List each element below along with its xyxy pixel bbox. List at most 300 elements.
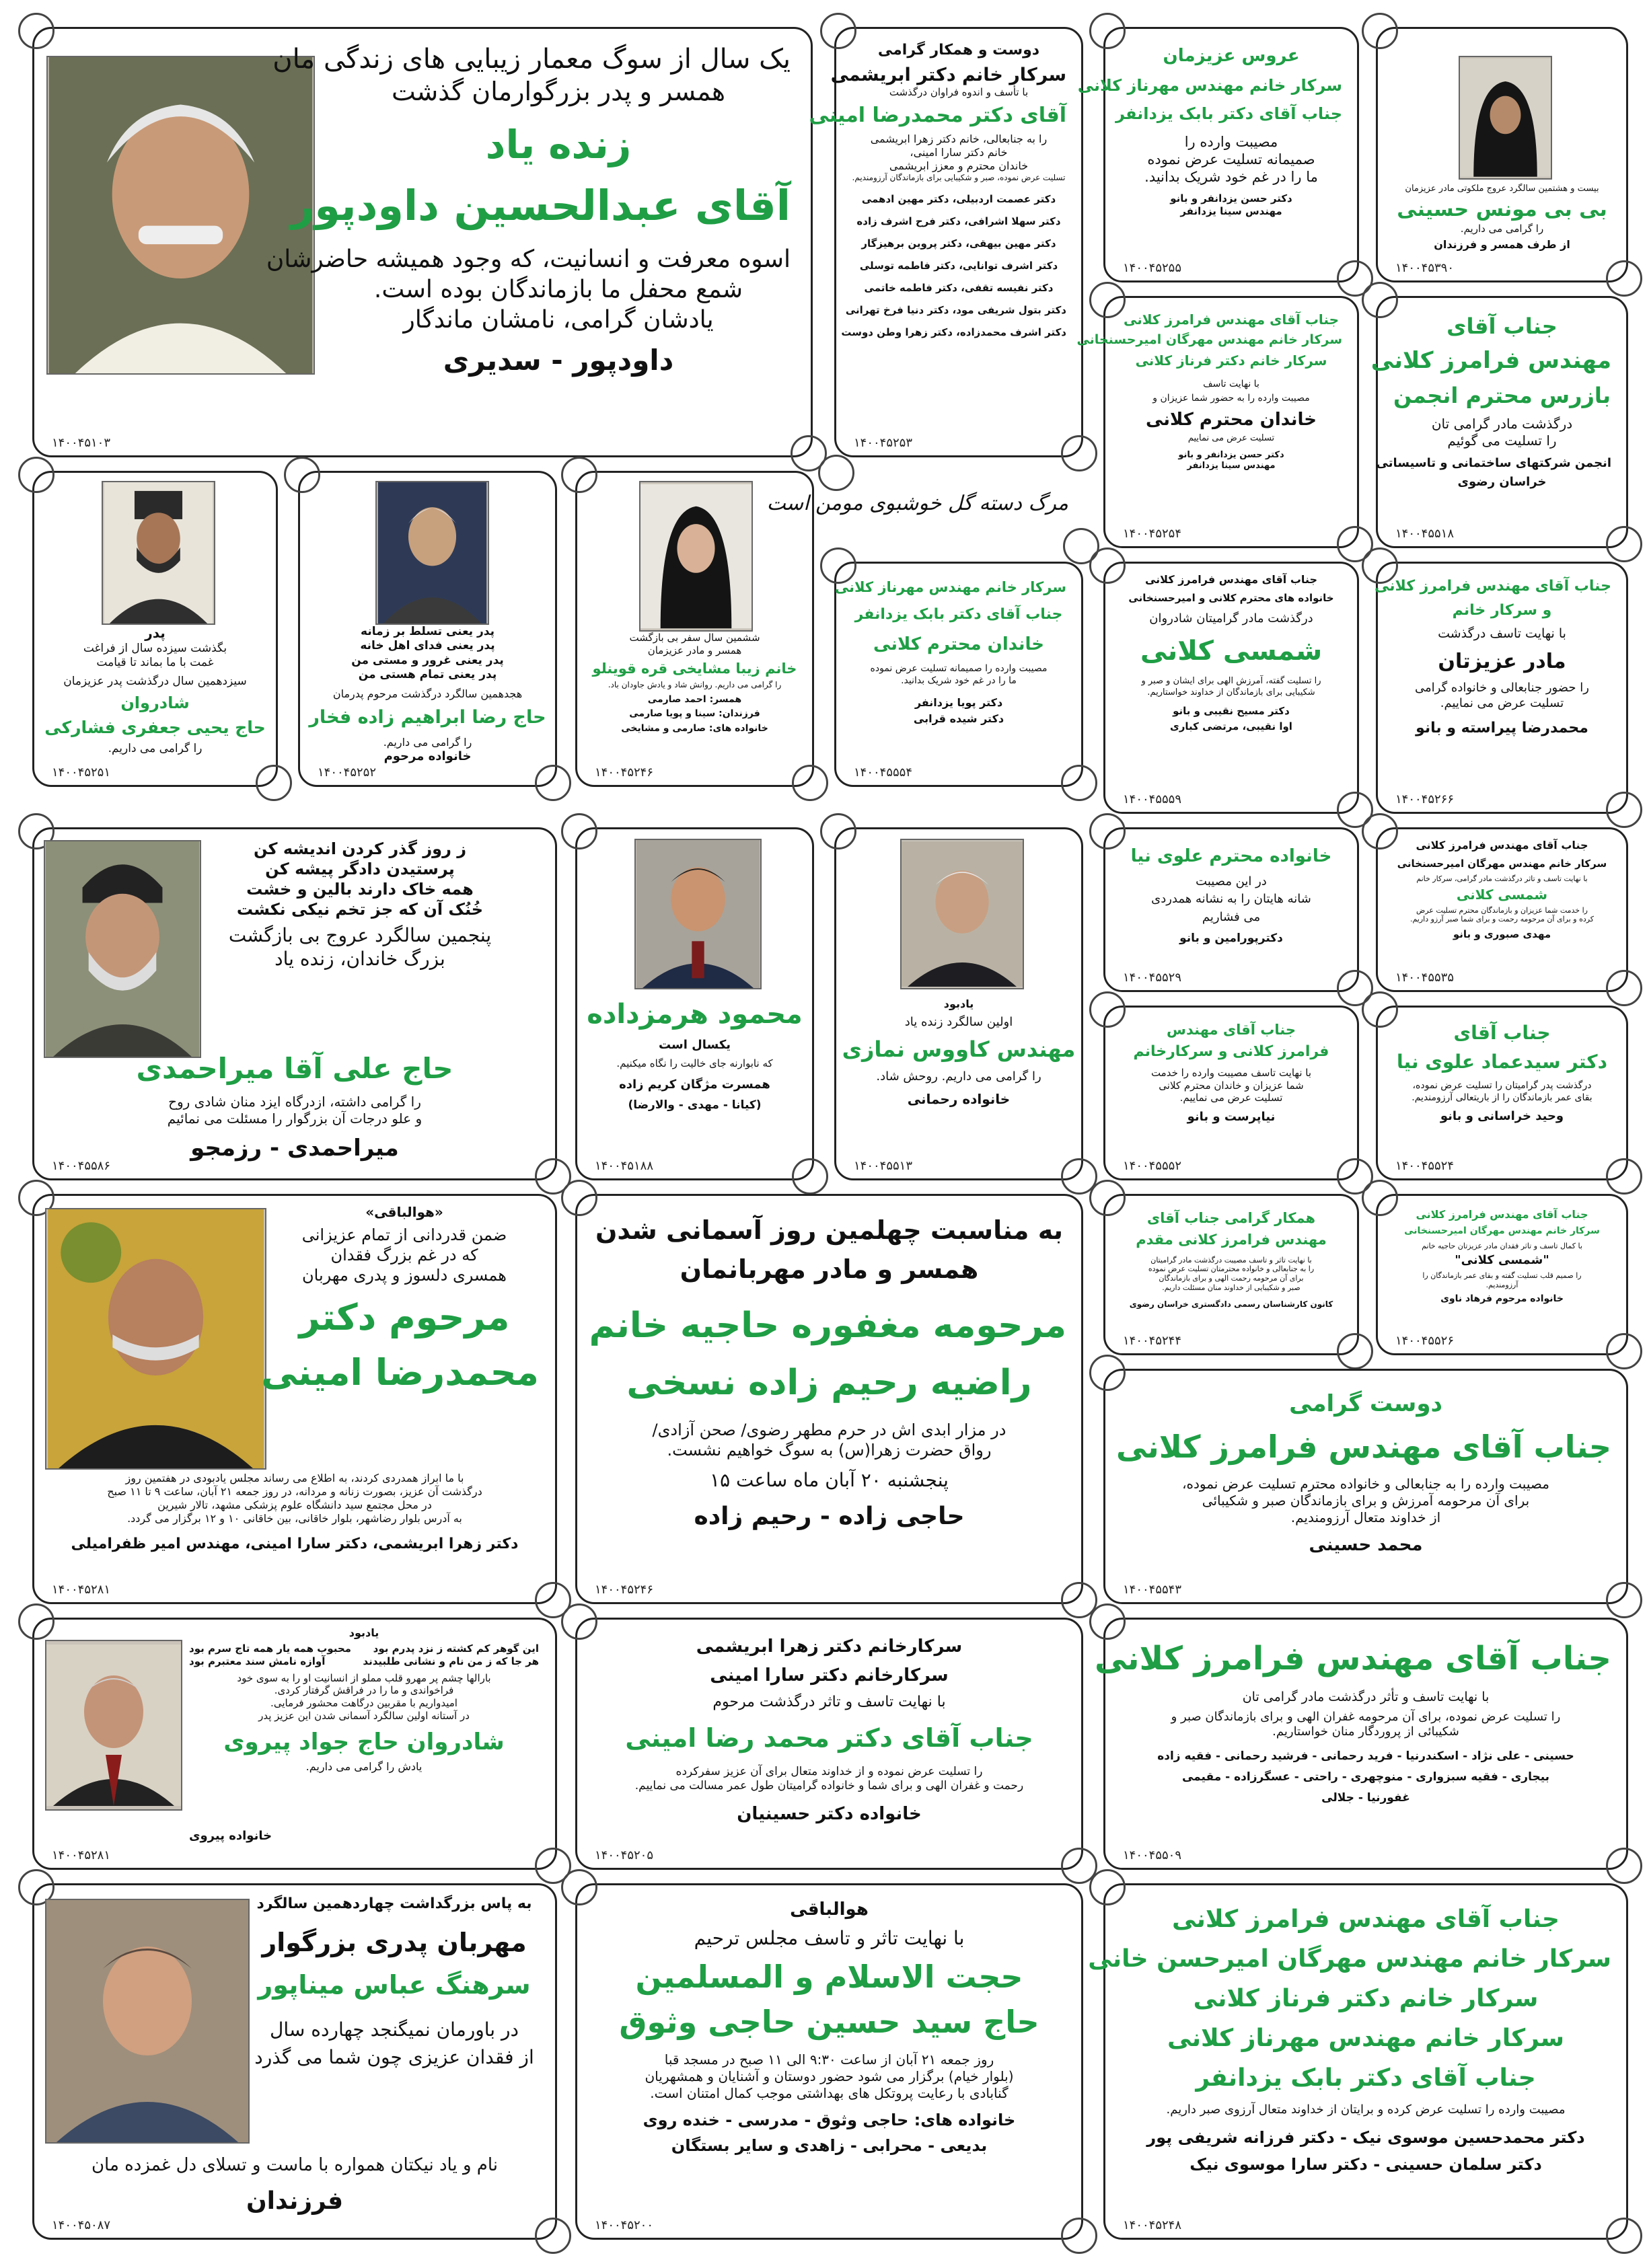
- notice-minapour: [32, 1883, 557, 2240]
- headline: زنده یاد: [485, 121, 632, 167]
- line: جناب آقای مهندس فرامرز کلانی: [1374, 578, 1611, 595]
- line: شادروان: [120, 693, 190, 712]
- line: به مناسبت چهلمین روز آسمانی شدن: [595, 1215, 1064, 1245]
- ad-code: ۱۴۰۰۴۵۲۴۶: [595, 765, 654, 780]
- line: جناب آقای مهندس فرامرز کلانی: [1171, 1905, 1560, 1933]
- line: به پاس بزرگداشت چهاردهمین سالگرد: [256, 1895, 532, 1912]
- portrait-photo: [900, 839, 1024, 989]
- line: همسر و مادر مهربانمان: [680, 1254, 979, 1284]
- portrait-photo: [639, 481, 753, 632]
- line: بازرس محترم انجمن: [1393, 382, 1611, 408]
- ad-code: ۱۴۰۰۴۵۲۰۵: [595, 1848, 654, 1862]
- notice-yazdanfar-2: [1076, 296, 1359, 548]
- signer: دکتر حسن یزدانفر و بانو: [1178, 449, 1284, 460]
- poem-line: ز روز گذر کردن اندیشه کن: [253, 839, 467, 858]
- line: شکیبائی از پروردگار منان خواستاریم.: [1272, 1725, 1459, 1739]
- signer: خراسان رضوی: [1457, 475, 1547, 489]
- notice-namazi: [834, 827, 1083, 1180]
- line: جناب آقای: [1446, 313, 1558, 339]
- line: را گرامی می داریم.: [108, 742, 203, 755]
- line: مهربان پدری بزرگوار: [262, 1927, 527, 1957]
- line: آرزومندیم.: [1486, 1280, 1518, 1289]
- deceased-name: شمسی کلانی: [1140, 636, 1323, 667]
- line: برای آن مرحومه آمرزش و برای بازماندگان صبر و شکیبائی: [1202, 1492, 1530, 1509]
- signer: دکتر اشرف محمدزاده، دکتر زهرا وطن دوست: [841, 326, 1066, 338]
- signer: خانواده های: صارمی و مشایخی: [621, 722, 768, 734]
- headline: حجت الاسلام و المسلمین: [635, 1958, 1023, 1995]
- notice-fakhar: [298, 471, 557, 787]
- line: درگذشت آن عزیز، بصورت زنانه و مردانه، در روز جمعه ۲۱ آبان، ساعت ۹ تا ۱۱ صبح: [107, 1485, 482, 1498]
- line: پدر یعنی تسلط بر زمانه: [361, 625, 494, 638]
- line: را تسلیت عرض نموده، برای آن مرحومه غفران الهی و برای بازماندگان صبر و: [1171, 1709, 1561, 1724]
- signer: میراحمدی - رزمجو: [190, 1134, 399, 1162]
- poem-line: همه خاک دارند بالین و خشت: [246, 880, 474, 899]
- signer: محمد حسینی: [1309, 1535, 1423, 1555]
- notice-hosseinian: [575, 1618, 1083, 1870]
- line: به آدرس بلوار رضاشهر، بلوار خاقانی، بین خاقانی ۱۰ و ۱۲ برگزار می گردد.: [127, 1512, 462, 1525]
- line: مهندس فرامرز کلانی: [1370, 347, 1611, 374]
- ad-code: ۱۴۰۰۴۵۲۴۶: [595, 1583, 654, 1597]
- signer: دکتر اشرف توانایی، دکتر فاطمه توسلی: [859, 259, 1058, 272]
- deceased-name: محمود هرمزداده: [587, 999, 803, 1030]
- notice-sabouri: [1376, 827, 1628, 992]
- line: با نهایت تاسف و تأثر درگذشت مادر گرامی تان: [1242, 1690, 1490, 1704]
- deceased-name: حاج سید حسین حاجی وثوق: [619, 2004, 1039, 2040]
- line: صبر و شکیبایی از خداوند منان مسئلت داریم.: [1162, 1283, 1300, 1292]
- line: شانه هایتان را به نشانه همدردی: [1151, 892, 1311, 906]
- notice-amini: [32, 1194, 557, 1604]
- signer: فرزندان: [246, 2187, 344, 2215]
- line: از خداوند متعال آرزومندیم.: [1290, 1509, 1441, 1525]
- deceased-name: حاج رضا ابراهیم زاده فخار: [309, 707, 546, 728]
- signer: همسرت مژگان کریم زاده: [619, 1078, 770, 1092]
- line: پدر یعنی تمام هستی من: [358, 667, 497, 681]
- line: را صمیم قلب تسلیت گفته و بقای عمر بازماندگان را: [1422, 1271, 1582, 1280]
- line: همکار گرامی جناب آقای: [1146, 1210, 1316, 1226]
- line: یادبود: [943, 997, 974, 1010]
- ad-code: ۱۴۰۰۴۵۵۵۴: [854, 765, 913, 780]
- notice-rahimzadeh: [575, 1194, 1083, 1604]
- line: اولین سالگرد زنده یاد: [904, 1015, 1013, 1029]
- deceased-name: شمسی کلانی: [1456, 886, 1548, 903]
- line: سرکار خانم مهندس مهرگان امیرحسنخانی: [1404, 1225, 1600, 1236]
- line: پدر یعنی غرور و مستی من: [351, 653, 504, 667]
- signer: دکتر مهین بیهقی، دکتر پروین برهیزگار: [861, 237, 1056, 250]
- line: با نهایت تاسف: [1203, 378, 1259, 389]
- line: همسر و مادر عزیزمان: [647, 644, 742, 656]
- line: با کمال تاسف و تاثر فقدان مادر عزیزتان حاجیه خانم: [1422, 1241, 1582, 1250]
- portrait-photo: [1459, 56, 1552, 180]
- line: مصیبت وارده را به جنابعالی و خانواده محترم تسلیت عرض نموده،: [1182, 1476, 1549, 1492]
- deceased-name: خانم زیبا مشایخی قره قوینلو: [592, 660, 797, 677]
- line: بگذشت سیزده سال از فراغت: [83, 642, 227, 655]
- portrait-photo: [45, 1899, 250, 2144]
- signer: خانواده رحمانی: [907, 1091, 1011, 1107]
- signer: دکتر مسیح نقیبی و بانو: [1173, 704, 1290, 717]
- signer: مهدی صبوری و بانو: [1453, 928, 1551, 940]
- line: بارالها چشم پر مهرو قلب مملو از انسانیت او را به سوی خود: [237, 1671, 491, 1684]
- line: سرکار خانم دکتر فرناز کلانی: [1193, 1985, 1539, 2012]
- line: سرکار خانم دکتر فرناز کلانی: [1135, 352, 1327, 369]
- line: دوست گرامی: [1289, 1390, 1442, 1417]
- line: خانواده های محترم کلانی و امیرحسنخانی: [1128, 592, 1334, 604]
- line: جناب آقای مهندس فرامرز کلانی: [1416, 1208, 1588, 1221]
- ad-code: ۱۴۰۰۴۵۲۵۵: [1123, 261, 1182, 275]
- notice-davoudpour: [32, 27, 813, 457]
- line: جناب آقای: [1453, 1022, 1551, 1044]
- line: فراخواندی و ما را در فراقش گرفتار کردی.: [274, 1684, 454, 1697]
- poem-couplet-1: [189, 1642, 539, 1655]
- signer: همسر: احمد صارمی: [647, 693, 742, 705]
- notice-jafari: [32, 471, 278, 787]
- line: خاندان محترم کلانی: [873, 634, 1045, 654]
- signer: دکتر حسن یزدانفر و بانو: [1170, 192, 1292, 205]
- signer: دکتر نفیسه تقفی، دکتر فاطمه خاتمی: [864, 281, 1054, 294]
- notice-calligraphy: [766, 471, 1083, 548]
- ad-code: ۱۴۰۰۴۵۰۸۷: [52, 2218, 111, 2232]
- line: و سرکار خانم: [1452, 601, 1552, 619]
- signer: مهندس سینا یزدانفر: [1180, 205, 1282, 217]
- notice-yazdanfar-1: [1077, 27, 1359, 282]
- line: جناب آقای دکتر بابک یزدانفر: [854, 606, 1063, 623]
- line: درگذشت مادر گرامی تان: [1431, 415, 1573, 432]
- line: برای آن مرحومه رحمت الهی و برای بازماندگان: [1159, 1274, 1304, 1283]
- line: گنابادی با رعایت پروتکل های بهداشتی موجب کمال امتنان است.: [650, 2084, 1009, 2101]
- line: با نهایت تاسف درگذشت: [1438, 626, 1566, 641]
- line: با نهایت تاثر و تاسف مصیبت درگذشت مادر گرامیتان: [1150, 1255, 1312, 1264]
- deceased-name: "شمسی کلانی": [1455, 1253, 1549, 1268]
- line: بزرگ خاندان، زنده یاد: [274, 948, 445, 970]
- deceased-name: راضیه رحیم زاده نسخی: [626, 1363, 1032, 1403]
- line: صمیمانه تسلیت عرض نموده: [1147, 151, 1315, 167]
- line: ما را در غم خود شریک بدانید.: [901, 675, 1017, 686]
- line: می فشاریم: [1202, 909, 1261, 924]
- line: شمع محفل ما بازماندگان بوده است.: [373, 275, 743, 303]
- deceased-name: شادروان حاج جواد پیروی: [223, 1728, 505, 1755]
- deceased-name: سرهنگ عباس میناپور: [258, 1970, 531, 2000]
- line: ما را در غم خود شریک بدانید.: [1144, 169, 1318, 185]
- line: درگذشت پدر گرامیتان را تسلیت عرض نموده،: [1412, 1080, 1592, 1091]
- ad-code: ۱۴۰۰۴۵۲۴۸: [1123, 2218, 1182, 2232]
- line: کرده و برای آن مرحومه رحمت و برای شما صبر آرزو داریم.: [1409, 915, 1595, 924]
- ad-code: ۱۴۰۰۴۵۲۵۳: [854, 436, 913, 450]
- line: که در غم بزرگ فقدان: [330, 1246, 478, 1264]
- ad-code: ۱۴۰۰۴۵۲۶۶: [1395, 792, 1455, 806]
- signer: خانواده پیروی: [189, 1828, 272, 1843]
- line: پدر یعنی فدای اهل خانه: [360, 639, 495, 653]
- signer: حاجی زاده - رحیم زاده: [694, 1503, 965, 1530]
- deceased-name: مهندس کاووس نمازی: [842, 1036, 1076, 1062]
- poem-line: خُنُک آن که جز تخم نیکی نکشت: [236, 900, 484, 919]
- signer: دکتر پویا یزدانفر: [914, 696, 1003, 710]
- line: جناب آقای دکتر بابک یزدانفر: [1196, 2064, 1536, 2092]
- line: هوالباقی: [790, 1899, 869, 1920]
- notice-alavinia: [1376, 1006, 1628, 1180]
- line: اسوه معرفت و انسانیت، که وجود همیشه حاضرشان: [266, 245, 791, 273]
- signer: دکتر بتول شریفی مود، دکتر دنیا فرخ تهرانی: [845, 303, 1066, 316]
- line: با ما ابراز همدردی کردند، به اطلاع می رساند مجلس یادبودی در هفتمین روز: [125, 1472, 464, 1484]
- portrait-photo: [634, 839, 762, 989]
- line: سرکار خانم مهندس مهرناز کلانی: [834, 579, 1066, 595]
- headline: مرحوم دکتر: [299, 1296, 510, 1338]
- deceased-name: جناب آقای دکتر محمد رضا امینی: [625, 1723, 1033, 1753]
- signer: دکتر محمدحسین موسوی نیک - دکتر فرزانه شریفی پور: [1146, 2127, 1585, 2147]
- calligraphy-text: مرگ دسته گل خوشبوی مومن است: [766, 492, 1068, 515]
- line: شما عزیزان و خاندان محترم کلانی: [1159, 1079, 1304, 1092]
- line: سیزدهمین سال درگذشت پدر عزیزمان: [63, 674, 247, 688]
- ad-code: ۱۴۰۰۴۵۵۱۸: [1395, 527, 1455, 541]
- line: بیست و هشتمین سالگرد عروج ملکوتی مادر عزیزمان: [1405, 184, 1599, 194]
- notice-hosseini: [1376, 27, 1628, 282]
- line: تسلیت عرض می نماییم: [1187, 433, 1275, 444]
- line: رواق حضرت زهرا(س) به سوگ خواهیم نشست.: [667, 1441, 992, 1460]
- deceased-name: حاج علی آقا میراحمدی: [136, 1052, 453, 1085]
- line: رحمت و غفران الهی و برای شما و خانواده گرامیتان طول عمر مسالت می نماییم.: [634, 1779, 1024, 1793]
- line: با نهایت تاسف و تاثر درگذشت مرحوم: [712, 1694, 946, 1710]
- signer: مهندس سینا یزدانفر: [1187, 460, 1276, 471]
- ad-code: ۱۴۰۰۴۵۵۰۹: [1123, 1848, 1182, 1862]
- line: را گرامی داشته، ازدرگاه ایزد منان شادی روح: [168, 1093, 421, 1110]
- ad-code: ۱۴۰۰۴۵۵۴۳: [1123, 1583, 1182, 1597]
- notice-mirahmadi: [32, 827, 557, 1180]
- poem-line: محبوب همه یار همه تاج سرم بود: [189, 1642, 351, 1655]
- line: را تسلیت عرض نموده و از خداوند متعال برای آن عزیز سفرکرده: [675, 1765, 983, 1778]
- line: که نابوارنه جای خالیت را نگاه میکنیم.: [616, 1057, 773, 1069]
- line: سرکار خانم دکتر ابریشمی: [830, 64, 1066, 85]
- notice-mashayekhi: [575, 471, 814, 787]
- line: خاندان محترم کلانی: [1145, 409, 1317, 430]
- signer: نیاپرست و بانو: [1187, 1110, 1276, 1124]
- deceased-name: بی بی مونس حسینی: [1397, 198, 1607, 222]
- line: سرکار خانم مهندس مهرگان امیرحسن خانی: [1088, 1945, 1611, 1973]
- line: همسری دلسوز و پدری مهربان: [302, 1266, 507, 1285]
- signer: حسینی - علی نژاد - اسکندرنیا - فرید رحمانی - فرشید رحمانی - فقیه زاده: [1157, 1749, 1574, 1763]
- ad-code: ۱۴۰۰۴۵۵۲۶: [1395, 1334, 1455, 1348]
- line: از فقدان عزیزی چون شما می گذرد: [254, 2045, 534, 2068]
- line: پدر: [145, 625, 166, 641]
- signer: فرزندان: سینا و پویا صارمی: [629, 708, 760, 720]
- line: خاندان محترم و معزز ابریشمی: [889, 159, 1029, 172]
- poem-line: آوازه نامش سند معتبرم بود: [189, 1655, 326, 1667]
- line: جناب آقای مهندس فرامرز کلانی: [1144, 573, 1317, 586]
- ad-code: ۱۴۰۰۴۵۲۸۱: [52, 1583, 111, 1597]
- line: مهندس فرامرز کلانی مقدم: [1136, 1232, 1327, 1248]
- line: با نهایت تاثر و تاسف مجلس ترحیم: [694, 1926, 965, 1949]
- deceased-name: دکتر سیدعماد علوی نیا: [1397, 1051, 1607, 1073]
- line: در باورمان نمیگنجد چهارده سال: [270, 2018, 519, 2041]
- ad-code: ۱۴۰۰۴۵۱۸۸: [595, 1159, 654, 1173]
- line: تسلیت عرض می نماییم.: [1179, 1092, 1283, 1104]
- line: پنجشنبه ۲۰ آبان ماه ساعت ۱۵: [710, 1469, 949, 1491]
- line: یکسال است: [658, 1038, 731, 1052]
- poem-line: پرستیدن دادگر پیشه کن: [265, 860, 455, 878]
- line: تسلیت عرض می نماییم.: [1440, 695, 1564, 710]
- line: جناب آقای مهندس: [1167, 1022, 1296, 1038]
- notice-haji-vosough: [575, 1883, 1083, 2240]
- ad-code: ۱۴۰۰۴۵۵۳۵: [1395, 971, 1455, 985]
- notice-peyravi: [32, 1618, 557, 1870]
- line: نام و یاد نیکتان همواره با ماست و تسلای دل غمزده مان: [91, 2155, 499, 2175]
- line: در مزار ابدی اش در حرم مطهر رضوی/ صحن آزادی/: [652, 1421, 1006, 1439]
- portrait-photo: [375, 481, 489, 625]
- line: غمت با ما بماند تا قیامت: [96, 656, 214, 670]
- signer: دکتر سهلا اشرافی، دکتر فرح اشرف زاده: [856, 215, 1061, 227]
- line: تسلیت عرض نموده، صبر و شکیبایی برای بازماندگان آرزومندیم.: [852, 172, 1066, 182]
- ad-code: ۱۴۰۰۴۵۲۵۴: [1123, 527, 1182, 541]
- portrait-photo: [45, 1640, 182, 1811]
- line: با نهایت تاسف مصیبت وارده را خدمت: [1150, 1066, 1312, 1079]
- line: هجدهمین سالگرد درگذشت مرحوم پدرمان: [332, 687, 523, 700]
- line: سرکار خانم مهندس مهرناز کلانی: [1077, 75, 1342, 95]
- line: یادبود: [349, 1626, 379, 1639]
- signer: دکتر سلمان حسینی - دکتر سارا موسوی نیک: [1189, 2154, 1542, 2174]
- deceased-name: حاج یحیی جعفری فشارکی: [44, 717, 266, 737]
- signer: بدیعی - محرابی - زاهدی و سایر بستگان: [671, 2135, 988, 2155]
- line: را به جنابعالی، خانم دکتر زهرا ابریشمی: [870, 132, 1048, 145]
- line: درگذشت مادر گرامیتان شادروان: [1149, 611, 1313, 626]
- ad-code: ۱۴۰۰۴۵۵۸۶: [52, 1159, 111, 1173]
- portrait-photo: [45, 1208, 266, 1470]
- ad-code: ۱۴۰۰۴۵۱۰۳: [52, 436, 111, 450]
- deceased-name: محمدرضا امینی: [261, 1351, 539, 1394]
- line: «هوالباقی»: [365, 1204, 443, 1220]
- line: جناب آقای دکتر بابک یزدانفر: [1115, 104, 1342, 123]
- line: و علو درجات آن بزرگوار را مسئلت می نمائیم: [167, 1110, 423, 1127]
- notice-niaparast: [1103, 1006, 1359, 1180]
- line: در آستانه اولین سالگرد آسمانی شدن این عزیز پدر: [258, 1709, 470, 1722]
- line: جناب آقای مهندس فرامرز کلانی: [1123, 311, 1340, 328]
- line: با نهایت تاسف و تاثر درگذشت مادر گرامی، سرکار خانم: [1416, 874, 1588, 883]
- line: با تأسف و اندوه فراوان درگذشت: [889, 86, 1029, 99]
- line: سرکارخانم دکتر زهرا ابریشمی: [696, 1636, 963, 1657]
- notice-mousavinik: [1088, 1883, 1628, 2240]
- line: یک سال از سوگ معمار زیبایی های زندگی مان: [272, 44, 791, 75]
- ad-code: ۱۴۰۰۴۵۲۴۴: [1123, 1334, 1182, 1348]
- line: بقای عمر بازماندگان را از باریتعالی آرزومندیم.: [1412, 1092, 1592, 1103]
- signer: بیجاری - فقیه سبزواری - منوچهری - راحتی - عسگرزاده - مقیمی: [1181, 1770, 1550, 1784]
- line: مصیبت وارده را: [1184, 133, 1278, 150]
- line: در محل مجتمع سید دانشگاه علوم پزشکی مشهد، تالار شیرین: [157, 1499, 432, 1511]
- line: در این مصیبت: [1196, 874, 1267, 889]
- line: را به جنابعالی و خانواده محترمتان تسلیت عرض نموده: [1148, 1264, 1315, 1274]
- line: مصیبت وارده را صمیمانه تسلیت عرض نموده: [870, 663, 1048, 675]
- ad-code: ۱۴۰۰۴۵۳۹۰: [1395, 261, 1455, 275]
- line: خانواده محترم علوی نیا: [1130, 846, 1332, 866]
- line: را خدمت شما عزیزان و بازماندگان محترم تسلیت عرض: [1416, 905, 1588, 915]
- line: ششمین سال سفر بی بازگشت: [629, 632, 760, 644]
- line: (بلوار خیام) برگزار می شود حضور دوستان و آشنایان و همشهریان: [645, 2068, 1014, 2084]
- notice-pirasteh: [1376, 562, 1628, 814]
- line: خانم دکتر سارا امینی،: [910, 145, 1008, 159]
- poem-line: هر جا که ز من نام و نشانی طلبیدند: [363, 1655, 539, 1667]
- line: پنجمین سالگرد عروج بی بازگشت: [228, 924, 492, 946]
- signer: محمدرضا پیراسته و بانو: [1416, 720, 1588, 737]
- ad-code: ۱۴۰۰۴۵۲۸۱: [52, 1848, 111, 1862]
- headline: مرحومه مغفوره حاجیه خانم: [589, 1306, 1066, 1346]
- signer: دکتر شیده قرابی: [913, 712, 1004, 726]
- signer: دکتر زهرا ابریشمی، دکتر سارا امینی، مهندس امیر ظفرامیلی: [71, 1536, 519, 1552]
- signer: دکتر عصمت اردبیلی، دکتر مهین ادهمی: [861, 192, 1056, 205]
- portrait-photo: [44, 840, 201, 1058]
- signer: وحید خراسانی و بانو: [1440, 1109, 1564, 1123]
- notice-engineering-association: [1370, 296, 1628, 548]
- portrait-photo: [102, 481, 215, 625]
- poem-line: این گوهر کم کشته ز نزد پدرم بود: [373, 1642, 539, 1655]
- line: را تسلیت گفته، آمرزش الهی برای ایشان و صبر و: [1141, 676, 1321, 687]
- line: را گرامی می داریم. روحش شاد.: [876, 1069, 1041, 1084]
- signature: داودپور - سدیری: [443, 343, 674, 377]
- line: را تسلیت می گوئیم: [1447, 432, 1557, 449]
- line: مصیبت وارده را به حضور شما عزیزان و: [1152, 393, 1310, 404]
- line: یادشان گرامی، نامشان ماندگار: [403, 305, 714, 334]
- notice-hormozdadeh: [575, 827, 814, 1180]
- signer: اوا نقیبی، مرتضی کباری: [1170, 720, 1292, 732]
- ad-code: ۱۴۰۰۴۵۵۲۹: [1123, 971, 1182, 985]
- line: را حضور جنابعالی و خانواده گرامی: [1415, 681, 1589, 695]
- line: سرکار خانم مهندس مهرگان امیرحسنخانی: [1076, 332, 1342, 347]
- line: عروس عزیزمان: [1163, 46, 1300, 66]
- signer: خانواده های: حاجی وثوق - مدرسی - خنده روی: [643, 2110, 1016, 2129]
- notice-alavinia-family: [1103, 827, 1359, 992]
- portrait-photo: [46, 56, 315, 375]
- line: جناب آقای مهندس فرامرز کلانی: [1416, 839, 1588, 852]
- signer: خانواده مرحوم فرهاد ناوی: [1440, 1293, 1564, 1305]
- notice-abrishami: [809, 27, 1083, 457]
- ad-code: ۱۴۰۰۴۵۲۵۲: [318, 765, 377, 780]
- notice-navi: [1376, 1194, 1628, 1355]
- poem-couplet-2: [189, 1655, 539, 1668]
- signer: از طرف همسر و فرزندان: [1434, 237, 1570, 251]
- line: را گرامی می داریم.: [1460, 222, 1544, 235]
- ad-code: ۱۴۰۰۴۵۲۵۱: [52, 765, 111, 780]
- ad-code: ۱۴۰۰۴۵۲۰۰: [595, 2218, 654, 2232]
- line: همسر و پدر بزرگوارمان گذشت: [392, 77, 725, 106]
- signer: (کیانا - مهدی - والارضا): [628, 1098, 762, 1112]
- line: سرکارخانم دکتر سارا امینی: [710, 1665, 949, 1686]
- signer: انجمن شرکتهای ساختمانی و تاسیساتی: [1376, 455, 1611, 470]
- ad-code: ۱۴۰۰۴۵۵۱۳: [854, 1159, 913, 1173]
- signer: خانواده مرحوم: [383, 749, 472, 763]
- line: مصیبت وارده را تسلیت عرض کرده و برایتان از خداوند متعال آرزوی صبر داریم.: [1166, 2103, 1566, 2117]
- line: سرکار خانم مهندس مهرناز کلانی: [1167, 2025, 1564, 2052]
- ad-code: ۱۴۰۰۴۵۵۲۴: [1395, 1159, 1455, 1173]
- line: سرکار خانم مهندس مهرگان امیرحسنخانی: [1397, 858, 1607, 870]
- signer: غفورنیا - جلالی: [1321, 1791, 1410, 1805]
- line: دوست و همکار گرامی: [877, 42, 1040, 59]
- notice-kalani-family: [834, 562, 1083, 787]
- ad-code: ۱۴۰۰۴۵۵۵۲: [1123, 1159, 1182, 1173]
- line: یادش را گرامی می داریم.: [305, 1760, 423, 1773]
- signer: کانون کارشناسان رسمی دادگستری خراسان رضوی: [1129, 1299, 1333, 1309]
- signer: خانواده دکتر حسینیان: [737, 1803, 922, 1824]
- notice-shamsi-kalani: [1103, 562, 1359, 814]
- headline: جناب آقای مهندس فرامرز کلانی: [1115, 1428, 1611, 1465]
- ad-code: ۱۴۰۰۴۵۵۵۹: [1123, 792, 1182, 806]
- line: را گرامی می داریم.: [383, 735, 472, 749]
- line: را گرامی می داریم. روانش شاد و یادش جاودان باد.: [608, 679, 782, 689]
- notice-experts-association: [1103, 1194, 1359, 1355]
- deceased-name: آقای دکتر محمدرضا امینی: [809, 104, 1066, 127]
- line: ضمن قدردانی از تمام عزیزانی: [301, 1225, 507, 1244]
- notice-hosseini-friend: [1103, 1369, 1628, 1604]
- deceased-name: آقای عبدالحسین داودپور: [290, 181, 791, 230]
- signer: دکترپورامین و بانو: [1179, 932, 1283, 945]
- notice-kalani-group: [1094, 1618, 1628, 1870]
- headline: جناب آقای مهندس فرامرز کلانی: [1094, 1640, 1611, 1677]
- line: مادر عزیزتان: [1438, 649, 1566, 673]
- line: امیدواریم با مقربین درگاهت محشور فرمایی.: [270, 1697, 457, 1709]
- line: فرامرز کلانی و سرکارخانم: [1133, 1043, 1329, 1061]
